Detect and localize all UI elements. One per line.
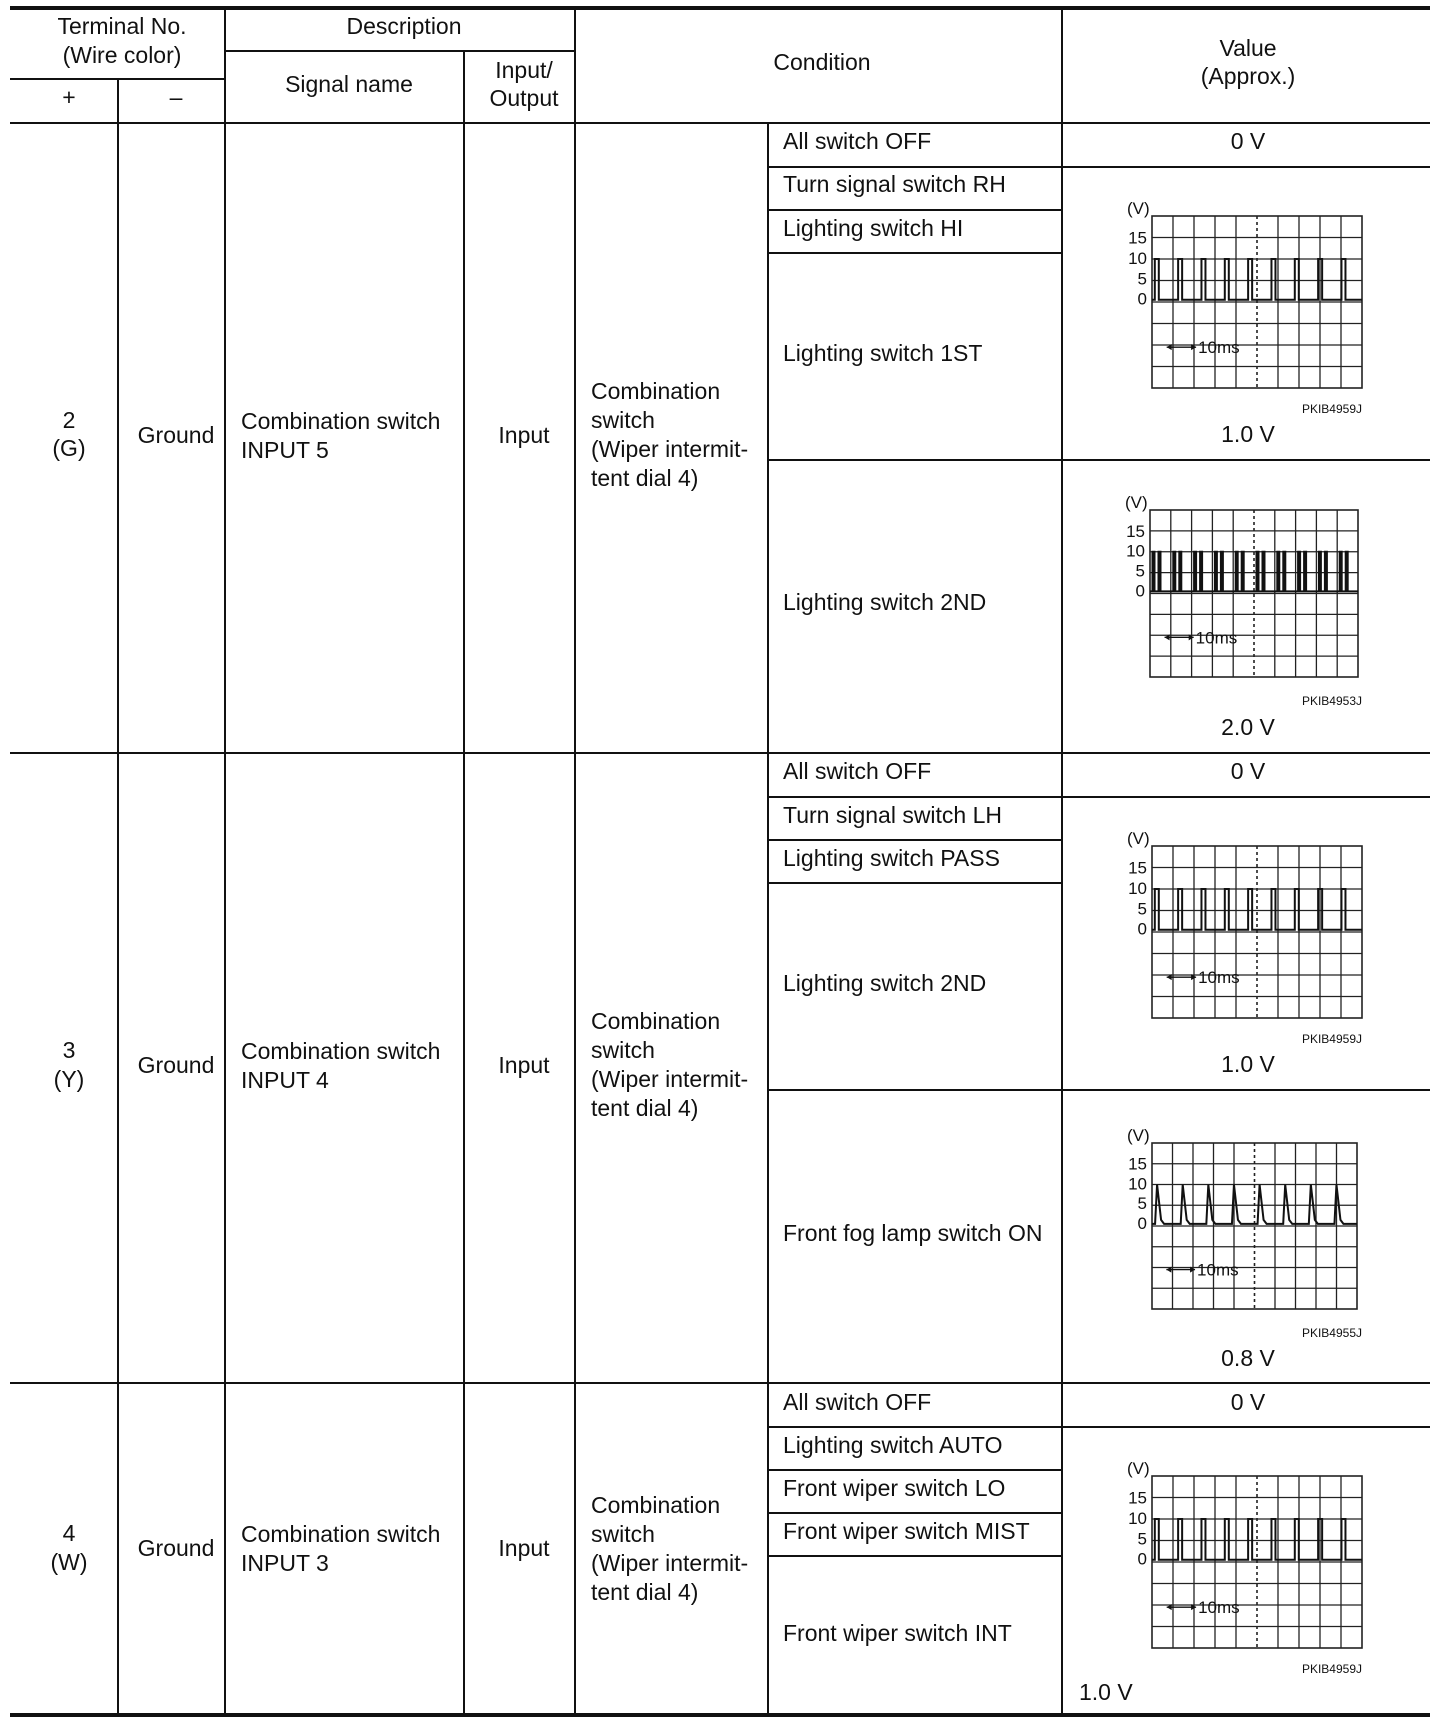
signal-name: INPUT 5 (241, 437, 329, 463)
y-axis-unit: (V) (1125, 493, 1148, 512)
voltage-value: 0 V (1230, 1389, 1266, 1415)
table-row (50, 1389, 1430, 1705)
y-tick-label: 0 (1135, 581, 1145, 601)
switch-condition: Lighting switch 2ND (783, 589, 987, 615)
condition-label: switch (591, 1521, 655, 1547)
y-tick-label: 10 (1128, 248, 1147, 268)
y-tick-label: 0 (1137, 1213, 1147, 1233)
waveform-graph (1127, 199, 1362, 416)
y-tick-label: 0 (1137, 1549, 1147, 1569)
condition-label: switch (591, 1037, 655, 1063)
table-grid (10, 8, 1430, 1715)
condition-label: Combination (591, 1008, 721, 1034)
figure-code: PKIB4955J (1301, 1326, 1362, 1340)
switch-condition: Lighting switch HI (783, 215, 964, 241)
header-terminal-no: Terminal No. (57, 13, 187, 39)
header-io-line1: Input/ (495, 57, 553, 83)
figure-code: PKIB4959J (1301, 402, 1362, 416)
voltage-value: 1.0 V (1079, 1679, 1133, 1705)
condition-label: Combination (591, 378, 721, 404)
terminal-number: 3 (62, 1037, 76, 1063)
condition-label: tent dial 4) (591, 1579, 699, 1605)
header-signal-name: Signal name (285, 71, 413, 97)
voltage-value: 2.0 V (1221, 714, 1275, 740)
y-axis-unit: (V) (1127, 1126, 1150, 1145)
switch-condition: Lighting switch AUTO (783, 1432, 1003, 1458)
y-tick-label: 5 (1137, 269, 1147, 289)
table-row (10, 128, 1430, 753)
terminal-number: 4 (62, 1520, 76, 1546)
y-tick-label: 5 (1137, 899, 1147, 919)
timebase-label: 10ms (1195, 628, 1238, 648)
wire-color: (Y) (53, 1066, 85, 1092)
switch-condition: Front wiper switch INT (783, 1620, 1012, 1646)
y-tick-label: 10 (1128, 878, 1147, 898)
y-axis-unit: (V) (1127, 829, 1150, 848)
switch-condition: Lighting switch PASS (783, 845, 1000, 871)
header-minus: – (169, 84, 183, 110)
voltage-value: 1.0 V (1221, 421, 1275, 447)
condition-label: Combination (591, 1492, 721, 1518)
ground-label: Ground (137, 1052, 215, 1078)
condition-label: tent dial 4) (591, 465, 699, 491)
ground-label: Ground (137, 422, 215, 448)
figure-code: PKIB4959J (1301, 1032, 1362, 1046)
io-label: Input (498, 422, 550, 448)
header-value-line1: Value (1219, 35, 1277, 61)
y-tick-label: 5 (1137, 1529, 1147, 1549)
y-tick-label: 15 (1128, 1488, 1147, 1508)
y-axis-unit: (V) (1127, 1459, 1150, 1478)
header-plus: + (62, 84, 76, 110)
y-tick-label: 15 (1128, 1154, 1147, 1174)
y-tick-label: 10 (1128, 1508, 1147, 1528)
switch-condition: Turn signal switch LH (783, 802, 1003, 828)
y-tick-label: 15 (1128, 228, 1147, 248)
waveform-graph (1127, 1126, 1362, 1340)
switch-condition: All switch OFF (783, 758, 932, 784)
timebase-label: 10ms (1197, 1260, 1239, 1280)
switch-condition: All switch OFF (783, 128, 932, 154)
table-row (10, 758, 1430, 1383)
y-tick-label: 10 (1128, 1174, 1147, 1194)
condition-label: (Wiper intermit- (591, 1550, 749, 1576)
header-description: Description (346, 13, 462, 39)
waveform-graph (1127, 829, 1362, 1046)
voltage-value: 1.0 V (1221, 1051, 1275, 1077)
y-tick-label: 15 (1128, 858, 1147, 878)
signal-name: INPUT 4 (241, 1067, 329, 1093)
switch-condition: Lighting switch 1ST (783, 340, 983, 366)
condition-label: (Wiper intermit- (591, 1066, 749, 1092)
wire-color: (W) (50, 1549, 88, 1575)
waveform-graph (1127, 1459, 1362, 1676)
condition-label: (Wiper intermit- (591, 436, 749, 462)
y-tick-label: 0 (1137, 919, 1147, 939)
header-value-line2: (Approx.) (1200, 63, 1296, 89)
header-wire-color: (Wire color) (62, 42, 182, 68)
switch-condition: Front wiper switch LO (783, 1475, 1006, 1501)
condition-label: switch (591, 407, 655, 433)
y-axis-unit: (V) (1127, 199, 1150, 218)
voltage-value: 0 V (1230, 758, 1266, 784)
timebase-label: 10ms (1198, 338, 1240, 358)
condition-label: tent dial 4) (591, 1095, 699, 1121)
io-label: Input (498, 1535, 550, 1561)
switch-condition: All switch OFF (783, 1389, 932, 1415)
voltage-value: 0 V (1230, 128, 1266, 154)
y-tick-label: 0 (1137, 289, 1147, 309)
voltage-value: 0.8 V (1221, 1345, 1275, 1371)
figure-code: PKIB4953J (1301, 694, 1362, 708)
header-condition: Condition (773, 49, 871, 75)
signal-name: Combination switch (241, 1521, 441, 1547)
wire-color: (G) (52, 435, 86, 461)
signal-name: Combination switch (241, 1038, 441, 1064)
switch-condition: Turn signal switch RH (783, 171, 1006, 197)
signal-name: Combination switch (241, 408, 441, 434)
switch-condition: Front wiper switch MIST (783, 1518, 1030, 1544)
y-tick-label: 15 (1126, 521, 1145, 541)
signal-name: INPUT 3 (241, 1550, 329, 1576)
y-tick-label: 5 (1135, 561, 1145, 581)
switch-condition: Front fog lamp switch ON (783, 1220, 1043, 1246)
y-tick-label: 10 (1126, 541, 1145, 561)
y-tick-label: 5 (1137, 1194, 1147, 1214)
terminal-number: 2 (62, 407, 76, 433)
io-label: Input (498, 1052, 550, 1078)
timebase-label: 10ms (1198, 968, 1240, 988)
timebase-label: 10ms (1198, 1598, 1240, 1618)
table-header (10, 8, 1430, 123)
ground-label: Ground (137, 1535, 215, 1561)
header-io-line2: Output (489, 85, 559, 111)
figure-code: PKIB4959J (1301, 1662, 1362, 1676)
switch-condition: Lighting switch 2ND (783, 970, 987, 996)
waveform-graph (1125, 493, 1362, 708)
